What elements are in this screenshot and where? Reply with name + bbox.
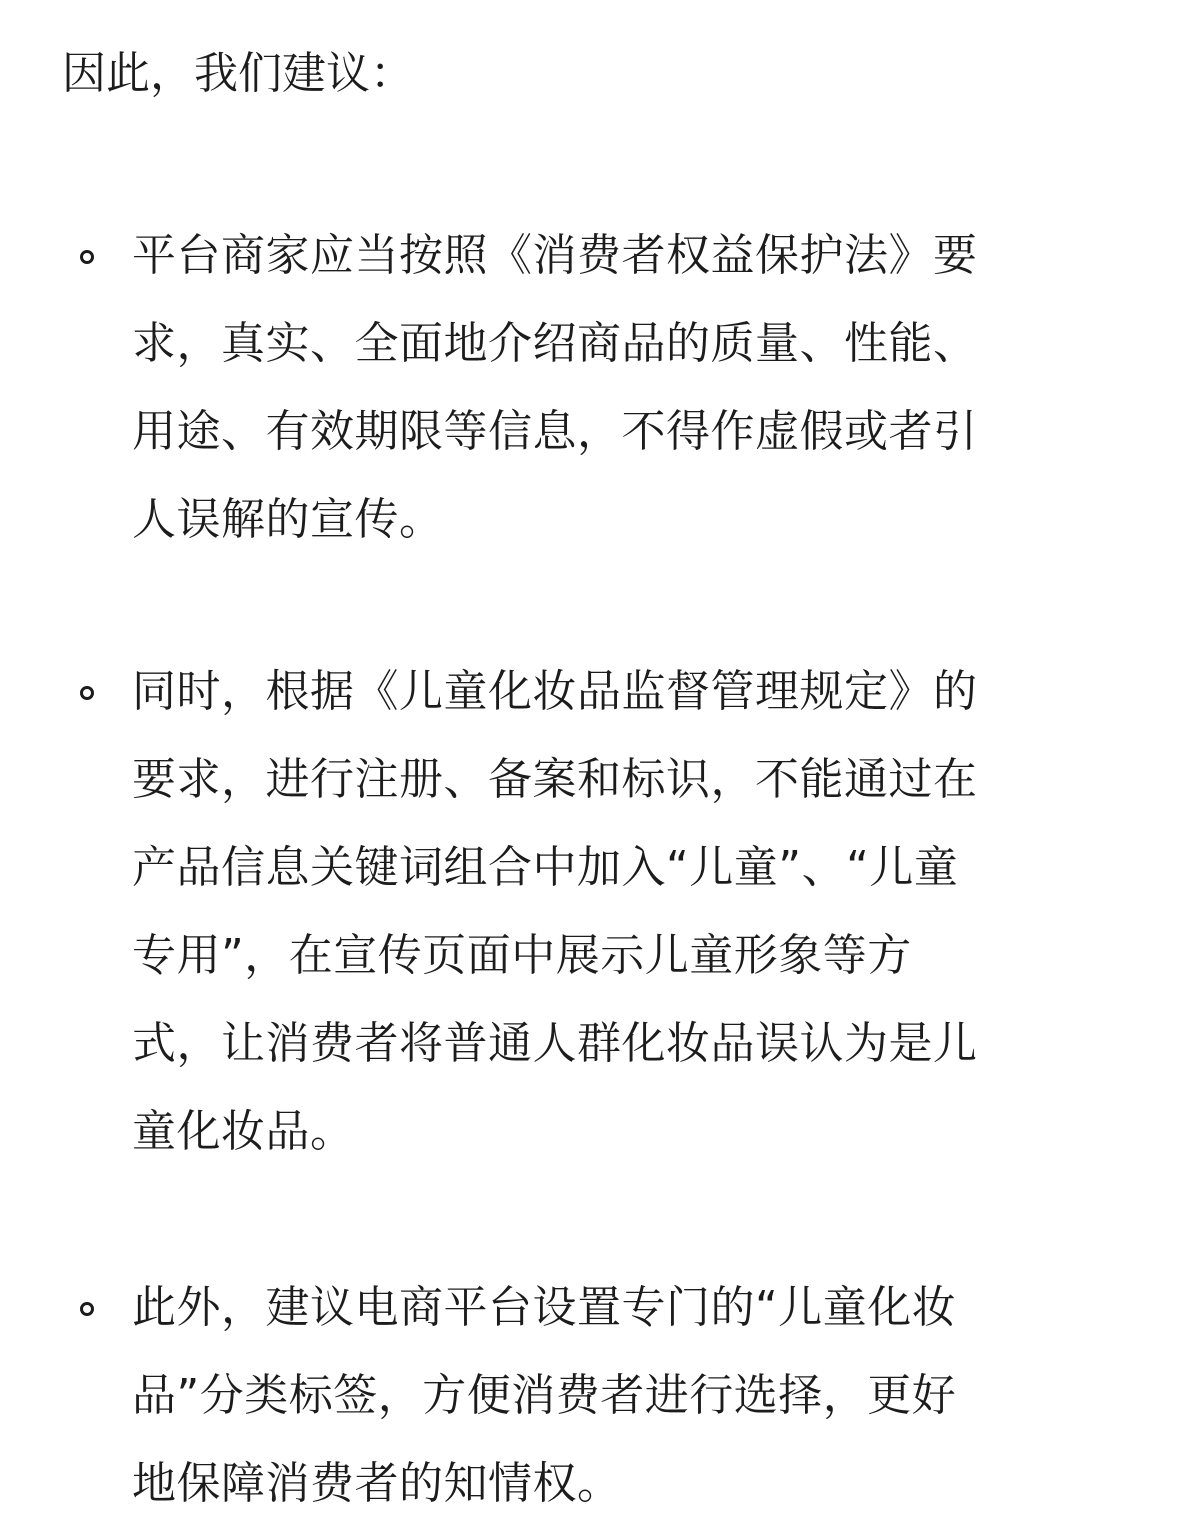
- bullet-circle-icon: [80, 686, 94, 700]
- text-line: 同时，根据《儿童化妆品监督管理规定》的: [132, 666, 978, 717]
- text-line: 品”分类标签，方便消费者进行选择，更好: [132, 1370, 957, 1421]
- text-line: 地保障消费者的知情权。: [132, 1458, 622, 1509]
- text-line: 此外，建议电商平台设置专门的“儿童化妆: [132, 1282, 957, 1333]
- text-line: 用途、有效期限等信息，不得作虚假或者引: [132, 406, 978, 457]
- text-line: 专用”，在宣传页面中展示儿童形象等方: [132, 930, 912, 981]
- text-line: 人误解的宣传。: [132, 494, 444, 545]
- text-line: 产品信息关键词组合中加入“儿童”、“儿童: [132, 842, 959, 893]
- list-item-text: [132, 212, 1122, 564]
- list-item-text: [132, 648, 1122, 1176]
- bullet-circle-icon: [80, 1302, 94, 1316]
- intro-paragraph: 因此，我们建议：: [62, 48, 414, 99]
- text-line: 平台商家应当按照《消费者权益保护法》要: [132, 230, 978, 281]
- text-line: 要求，进行注册、备案和标识，不能通过在: [132, 754, 978, 805]
- text-line: 求，真实、全面地介绍商品的质量、性能、: [132, 318, 978, 369]
- text-line: 童化妆品。: [132, 1106, 355, 1157]
- text-line: 式，让消费者将普通人群化妆品误认为是儿: [132, 1018, 978, 1069]
- list-item-text: [132, 1264, 1122, 1528]
- bullet-circle-icon: [80, 250, 94, 264]
